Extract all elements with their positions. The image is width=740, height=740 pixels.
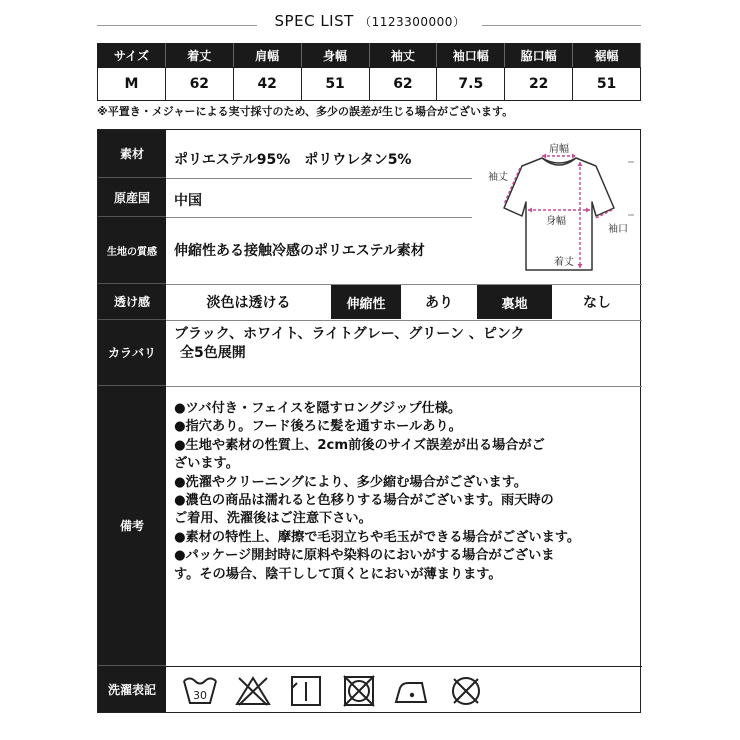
title-text: SPEC LIST [274, 12, 354, 30]
header-size: サイズ [98, 44, 166, 68]
value-cuff: 7.5 [437, 68, 505, 101]
title-close-paren: ） [452, 15, 466, 29]
measurement-note: ※平置き・メジャーによる実寸採寸のため、多少の誤差が生じる場合がございます。 [97, 105, 514, 118]
wash-30-icon [182, 675, 218, 707]
color-count: 全5色展開 [180, 345, 246, 361]
lining-label: 裏地 [477, 285, 552, 319]
stretch-label: 伸縮性 [331, 285, 401, 319]
header-armhole: 脇口幅 [505, 44, 573, 68]
title-open-paren: （ [359, 15, 372, 29]
remarks-list [174, 400, 634, 584]
diagram-cuff-label: 袖口 [608, 224, 628, 235]
header-shoulder: 肩幅 [233, 44, 301, 68]
divider [166, 386, 642, 387]
garment-diagram [484, 140, 634, 280]
line-dry-icon [288, 675, 324, 707]
remark-line: ●パッケージ開封時に原料や染料のにおいがする場合がございま [174, 548, 555, 564]
label-material: 素材 [98, 130, 166, 178]
divider [166, 217, 472, 218]
no-tumble-dry-icon [341, 675, 377, 707]
label-transparency: 透け感 [98, 284, 166, 320]
size-table [97, 43, 641, 101]
size-table-row [98, 68, 641, 101]
color-list: ブラック、ホワイト、ライトグレー、グリーン 、ピンク [174, 326, 525, 342]
transparency-value: 淡色は透ける [206, 295, 291, 311]
value-hem: 51 [573, 68, 641, 101]
header-length: 着丈 [165, 44, 233, 68]
header-sleeve: 袖丈 [369, 44, 437, 68]
diagram-sleeve-label: 袖丈 [488, 172, 508, 183]
remark-line: ●素材の特性上、摩擦で毛羽立ちや毛玉ができる場合がございます。 [174, 529, 581, 545]
remark-line: ●濃色の商品は濡れると色移りする場合がございます。雨天時の [174, 493, 554, 509]
divider [166, 666, 642, 667]
page-title [0, 12, 740, 30]
diagram-length-label: 着丈 [554, 257, 574, 268]
remark-line: ●ツバ付き・フェイスを隠すロングジップ仕様。 [174, 401, 462, 416]
texture-value: 伸縮性ある接触冷感のポリエステル素材 [174, 243, 425, 259]
label-colors: カラバリ [98, 320, 166, 386]
header-cuff: 袖口幅 [437, 44, 505, 68]
iron-low-icon [394, 675, 430, 707]
header-hem: 裾幅 [573, 44, 641, 68]
product-code: 1123300000 [371, 15, 453, 29]
origin-value: 中国 [174, 193, 202, 209]
value-shoulder: 42 [233, 68, 301, 101]
label-remarks: 備考 [98, 386, 166, 666]
no-dry-clean-icon [448, 675, 484, 707]
lining-value: なし [583, 295, 611, 311]
remark-line: す。その場合、陰干しして頂くとにおいが薄まります。 [174, 566, 502, 582]
stretch-value: あり [425, 295, 453, 311]
diagram-body-width-label: 身幅 [546, 216, 566, 227]
label-texture: 生地の質感 [98, 217, 166, 284]
value-length: 62 [165, 68, 233, 101]
value-sleeve: 62 [369, 68, 437, 101]
divider [166, 320, 642, 321]
value-size: M [98, 68, 166, 101]
remark-line: ●洗濯やクリーニングにより、多少縮む場合がございます。 [174, 474, 528, 490]
material-value: ポリエステル95% ポリウレタン5% [174, 152, 412, 168]
remark-line: ●指穴あり。フード後ろに髪を通すホールあり。 [174, 419, 462, 435]
header-body-width: 身幅 [301, 44, 369, 68]
spec-box [97, 129, 641, 713]
size-table-header [98, 44, 641, 68]
no-bleach-icon [235, 675, 271, 707]
label-care: 洗濯表記 [98, 666, 166, 712]
value-body-width: 51 [301, 68, 369, 101]
remark-line: ざいます。 [174, 456, 239, 472]
value-armhole: 22 [505, 68, 573, 101]
wash-temp: 30 [193, 689, 207, 702]
remark-line: ご着用、洗濯後はご注意下さい。 [174, 511, 372, 527]
label-origin: 原産国 [98, 178, 166, 217]
remark-line: ●生地や素材の性質上、2cm前後のサイズ誤差が出る場合がご [174, 437, 545, 453]
divider [166, 178, 472, 179]
diagram-shoulder-label: 肩幅 [549, 144, 569, 155]
